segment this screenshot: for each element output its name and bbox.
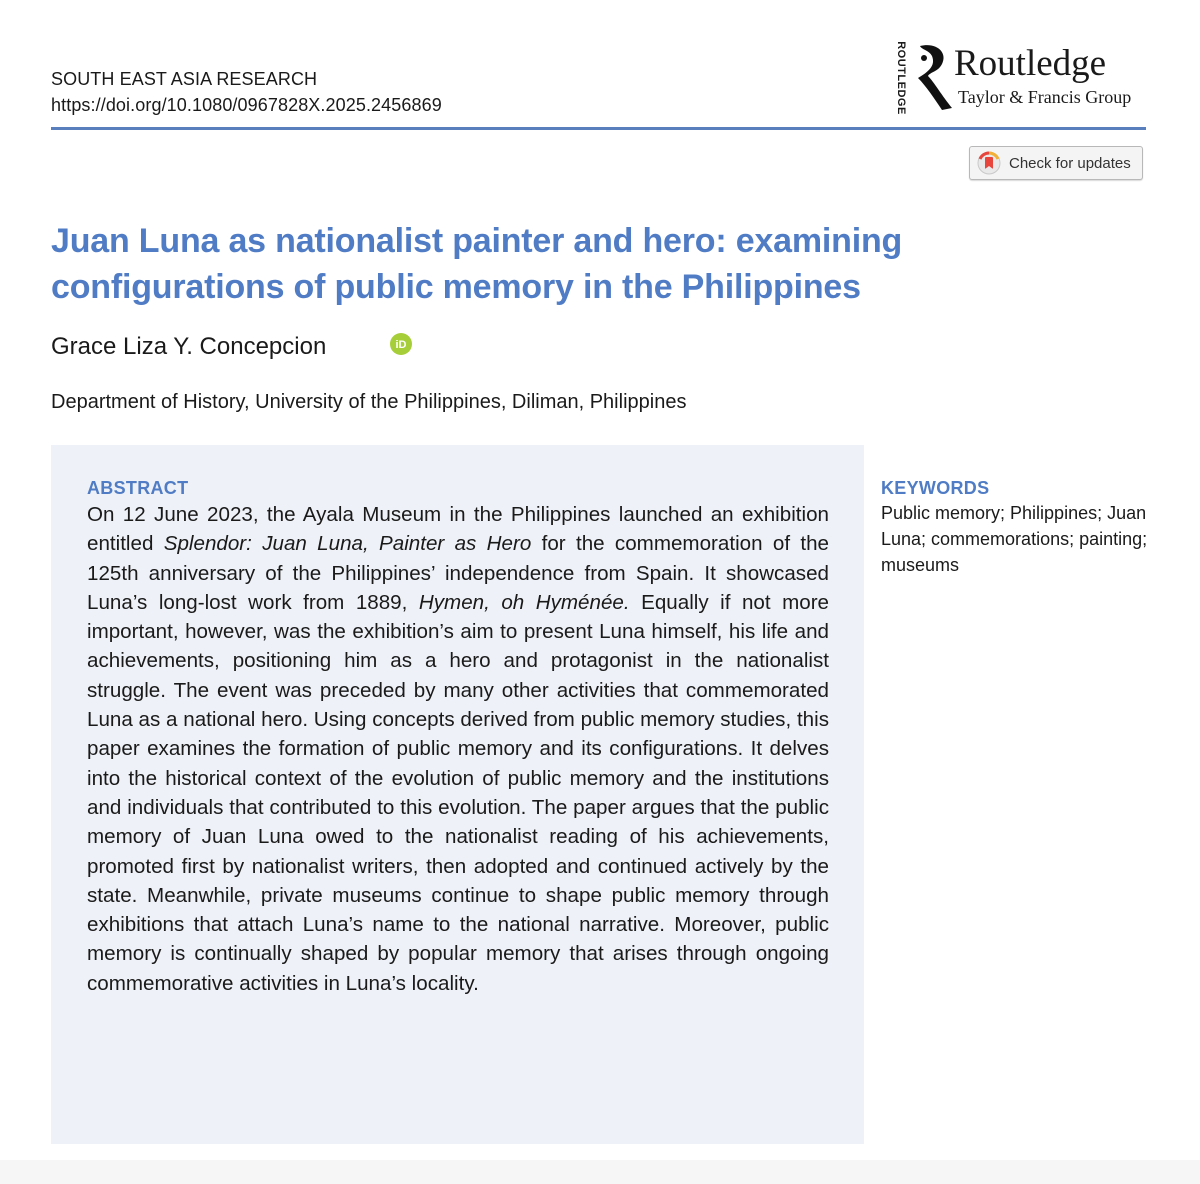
routledge-logo-icon — [906, 42, 954, 112]
abstract-italic-exhibition: Splendor: Juan Luna, Painter as Hero — [163, 532, 532, 556]
article-title: Juan Luna as nationalist painter and hero: examining configurations of public memory in the Philippines — [51, 222, 903, 306]
publisher-name: Routledge — [954, 43, 1107, 84]
check-for-updates-label: Check for updates — [1009, 154, 1131, 172]
author-affiliation: Department of History, University of the Philippines, Diliman, Philippines — [51, 391, 687, 413]
header-rule — [51, 127, 1146, 130]
logo-vertical-text: ROUTLEDGE — [895, 41, 907, 115]
abstract-text-part2: for the commemoration of the 125th anniversary of the Philippines’ independence from Spain. It showcased Luna’s long-lost work from 1889, — [87, 532, 829, 614]
abstract-text — [87, 500, 829, 998]
check-for-updates-icon — [977, 151, 1001, 175]
publisher-group: Taylor & Francis Group — [958, 87, 1132, 107]
keywords-heading: KEYWORDS — [881, 478, 990, 498]
abstract-text-part1: On 12 June 2023, the Ayala Museum in the Philippines launched an exhibition entitled — [87, 503, 829, 556]
check-for-updates-button[interactable] — [969, 146, 1143, 180]
page-bottom-strip — [0, 1160, 1200, 1184]
doi-link[interactable]: https://doi.org/10.1080/0967828X.2025.2456869 — [51, 95, 442, 115]
author-name[interactable]: Grace Liza Y. Concepcion — [51, 333, 327, 360]
abstract-text-part3: Equally if not more important, however, was the exhibition’s aim to present Luna himself, his life and achievements, positioning him as a hero and protagonist in the nationalist struggle. The event was preceded by many other activities that commemorated Luna as a national hero. Using concepts derived from public memory studies, this paper examines the formation of public memory and its configurations. It delves into the historical context of the evolution of public memory and the institutions and individuals that contributed to this evolution. The paper argues that the public memory of Juan Luna owed to the nationalist reading of his achievements, promoted first by nationalist writers, then adopted and continued actively by the state. Meanwhile, private museums continue to shape public memory through exhibitions that attach Luna’s name to the national narrative. Moreover, public memory is continually shaped by popular memory that arises through ongoing commemorative activities in Luna’s locality. — [87, 590, 830, 995]
routledge-logo — [892, 42, 1152, 114]
svg-text:iD: iD — [395, 339, 407, 351]
keywords-list: Public memory; Philippines; Juan Luna; commemorations; painting; museums — [881, 503, 1148, 575]
abstract-italic-painting: Hymen, oh Hyménée. — [418, 590, 630, 614]
abstract-heading: ABSTRACT — [87, 478, 189, 498]
journal-name: SOUTH EAST ASIA RESEARCH — [51, 69, 318, 89]
journal-header — [51, 66, 442, 118]
orcid-icon[interactable] — [390, 333, 412, 355]
